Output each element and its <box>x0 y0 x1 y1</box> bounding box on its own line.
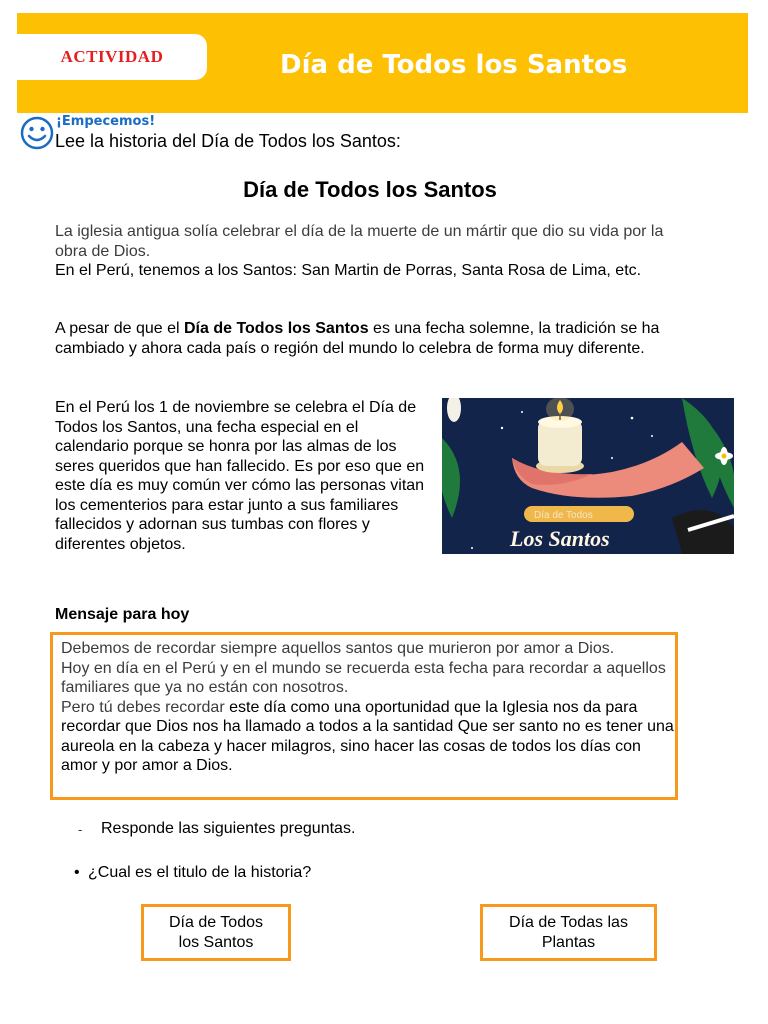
all-saints-illustration <box>442 398 734 554</box>
message-line-3-black: este día como una oportunidad que la Iglesia nos da para recordar que Dios nos ha llamado a todos a la santidad Que ser santo no es tener una aureola en la cabeza y hacer milagros, sino hacer las cosas de todos los días con amor y por amor a Dios. <box>61 698 674 774</box>
list-dash: - <box>78 822 83 837</box>
question-1: ¿Cual es el titulo de la historia? <box>88 864 312 881</box>
answer-option-1[interactable] <box>141 904 291 961</box>
page-title: Día de Todos los Santos <box>280 50 628 80</box>
activity-tag-label: ACTIVIDAD <box>60 47 164 66</box>
story-title: Día de Todos los Santos <box>243 177 497 202</box>
illustration-subtitle: Día de Todos <box>534 510 593 521</box>
story-paragraph-2-end: es una fecha solemne, la tradición se ha cambiado y ahora cada país o región del mundo lo celebra de forma muy diferente. <box>55 320 660 357</box>
intro-label: ¡Empecemos! <box>56 114 156 129</box>
message-line-2: Hoy en día en el Perú y en el mundo se recuerda esta fecha para recordar a aquellos familiares que ya no están con nosotros. <box>61 659 666 696</box>
smiley-icon <box>19 115 55 151</box>
story-paragraph-3: En el Perú los 1 de noviembre se celebra el Día de Todos los Santos, una fecha especial en el calendario porque se honra por las almas de los seres queridos que han fallecido. Es por eso que en este día es muy común ver cómo las personas vitan los cementerios para estar junto a sus familiares fallecidos y adornan sus tumbas con flores y diferentes objetos. <box>55 399 425 553</box>
intro-instruction: Lee la historia del Día de Todos los Santos: <box>55 131 401 151</box>
questions-instruction: Responde las siguientes preguntas. <box>101 820 356 837</box>
message-line-3 <box>61 698 675 776</box>
story-paragraph-1 <box>55 222 695 281</box>
answer-option-2[interactable] <box>480 904 657 961</box>
message-box <box>50 632 678 800</box>
message-line-3-grey: Pero tú debes recordar <box>61 698 230 716</box>
bullet-icon: • <box>74 864 80 881</box>
message-heading: Mensaje para hoy <box>55 606 190 623</box>
message-line-1: Debemos de recordar siempre aquellos santos que murieron por amor a Dios. <box>61 640 615 657</box>
story-paragraph-2-bold: Día de Todos los Santos <box>183 320 369 337</box>
answer-option-1-label: Día de Todos los Santos <box>169 913 263 951</box>
story-paragraph-2-start: A pesar de que el <box>55 320 184 337</box>
story-paragraph-2 <box>55 319 695 358</box>
story-paragraph-1-line-2: En el Perú, tenemos a los Santos: San Martin de Porras, Santa Rosa de Lima, etc. <box>55 262 642 279</box>
answer-option-2-label: Día de Todas las Plantas <box>509 913 628 951</box>
activity-tag <box>17 34 207 80</box>
story-paragraph-1-line-1: La iglesia antigua solía celebrar el día de la muerte de un mártir que dio su vida por la obra de Dios. <box>55 223 664 260</box>
illustration-title: Los Santos <box>510 526 610 551</box>
